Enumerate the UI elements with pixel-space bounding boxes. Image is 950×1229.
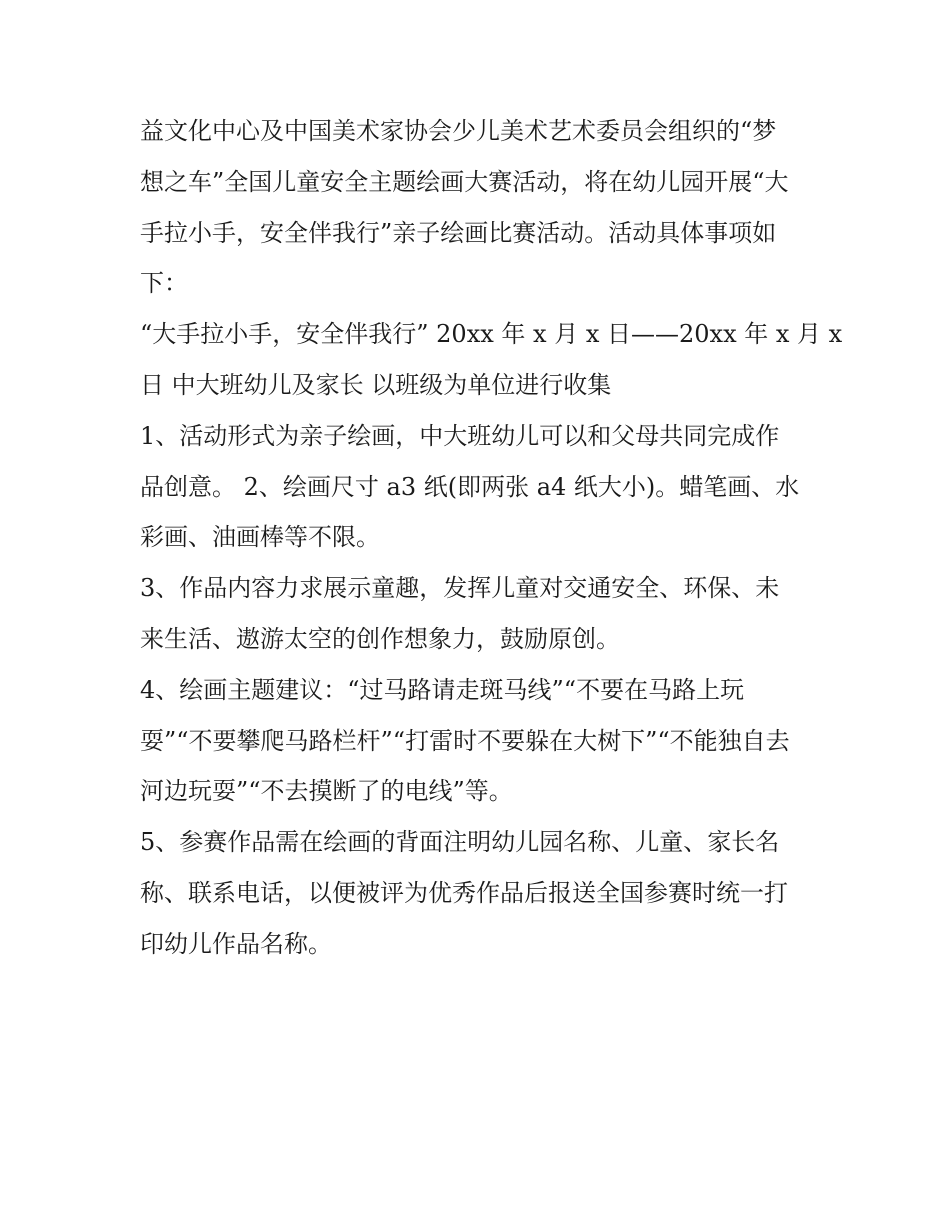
text-line: 耍”“不要攀爬马路栏杆”“打雷时不要躲在大树下”“不能独自去	[140, 726, 790, 755]
text-line: 日 中大班幼儿及家长 以班级为单位进行收集	[140, 370, 612, 399]
text-line: 品创意。 2、绘画尺寸 a3 纸(即两张 a4 纸大小)。蜡笔画、水	[140, 472, 800, 501]
text-line: 4、绘画主题建议：“过马路请走斑马线”“不要在马路上玩	[140, 675, 745, 704]
document-body	[140, 106, 843, 970]
text-line: 想之车”全国儿童安全主题绘画大赛活动，将在幼儿园开展“大	[140, 167, 789, 196]
text-line: 益文化中心及中国美术家协会少儿美术艺术委员会组织的“梦	[140, 117, 777, 145]
text-line: 5、参赛作品需在绘画的背面注明幼儿园名称、儿童、家长名	[140, 828, 780, 857]
text-line: 下：	[140, 269, 188, 298]
text-line: 彩画、油画棒等不限。	[140, 523, 380, 552]
text-line: 1、活动形式为亲子绘画，中大班幼儿可以和父母共同完成作	[140, 421, 780, 450]
text-line: 来生活、遨游太空的创作想象力，鼓励原创。	[140, 624, 620, 653]
text-line: 印幼儿作品名称。	[140, 929, 332, 958]
text-line: 称、联系电话，以便被评为优秀作品后报送全国参赛时统一打	[140, 878, 788, 907]
text-line: 3、作品内容力求展示童趣，发挥儿童对交通安全、环保、未	[140, 574, 780, 603]
text-line: 手拉小手，安全伴我行”亲子绘画比赛活动。活动具体事项如	[140, 218, 777, 247]
text-line: “大手拉小手，安全伴我行” 20xx 年 x 月 x 日——20xx 年 x 月 x	[140, 320, 843, 349]
text-line: 河边玩耍”“不去摸断了的电线”等。	[140, 777, 513, 806]
